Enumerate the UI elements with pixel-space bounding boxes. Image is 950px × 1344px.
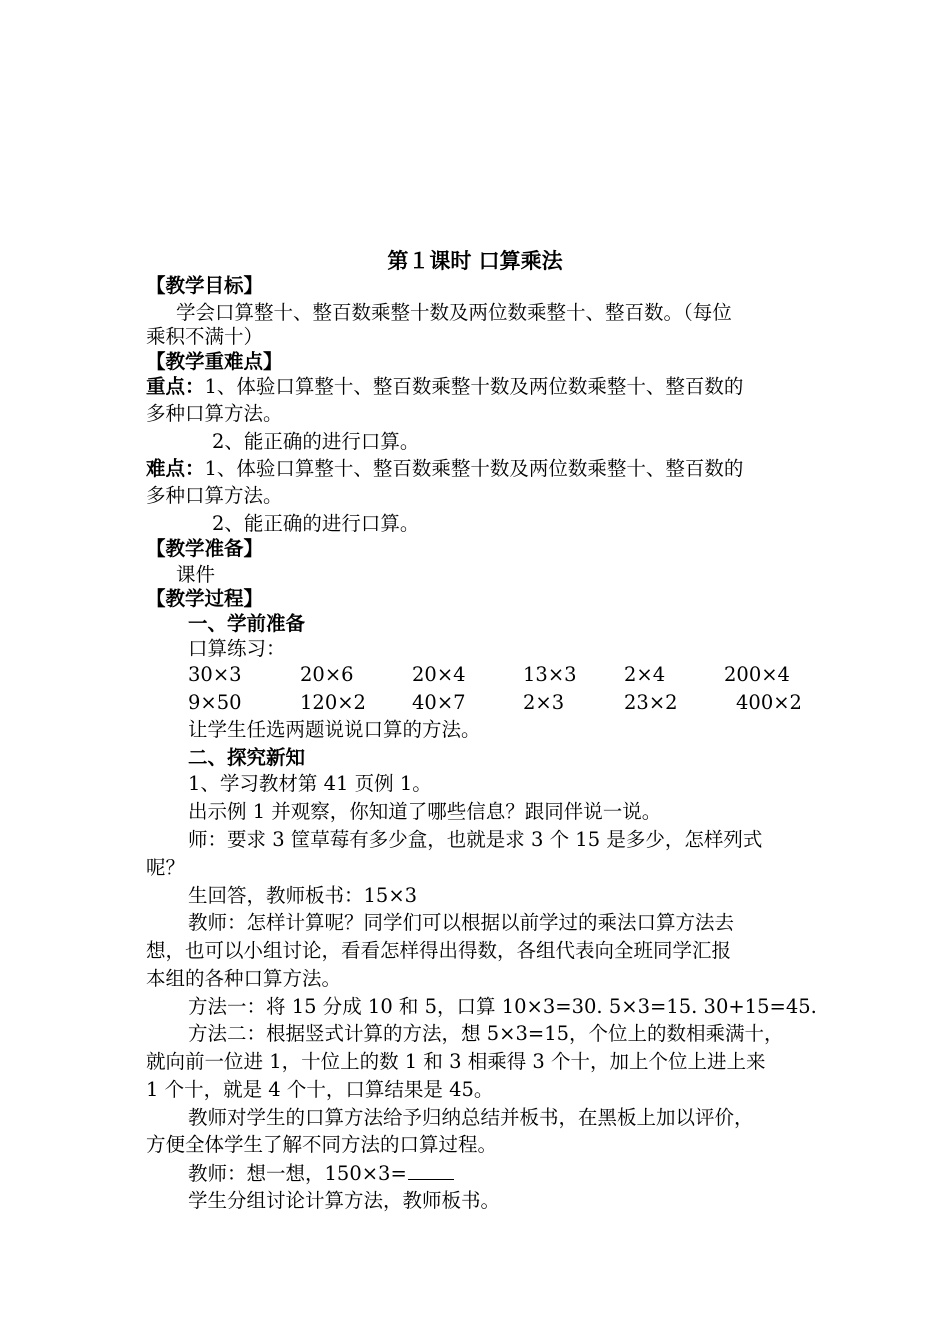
part1-intro: 口算练习： <box>188 637 286 660</box>
para-9-text: 教师：想一想，150×3= <box>188 1162 407 1185</box>
para-5-line1: 教师：怎样计算呢？同学们可以根据以前学过的乘法口算方法去 <box>188 911 735 934</box>
para-8-line1: 教师对学生的口算方法给予归纳总结并板书，在黑板上加以评价， <box>188 1106 754 1129</box>
part1-outro: 让学生任选两题说说口算的方法。 <box>188 718 481 741</box>
exercise-item: 9×50 <box>188 691 242 714</box>
para-7-line2: 就向前一位进 1，十位上的数 1 和 3 相乘得 3 个十，加上个位上进上来 <box>146 1050 766 1073</box>
para-5-line2: 想，也可以小组讨论，看看怎样得出得数，各组代表向全班同学汇报 <box>146 939 732 962</box>
difficulty-text: 1、体验口算整十、整百数乘整十数及两位数乘整十、整百数的 <box>204 457 744 480</box>
difficulty-line3: 2、能正确的进行口算。 <box>212 512 420 535</box>
para-3-line1: 师：要求 3 筐草莓有多少盒，也就是求 3 个 15 是多少，怎样列式 <box>188 828 763 851</box>
exercise-item: 200×4 <box>724 663 790 686</box>
exercise-item: 30×3 <box>188 663 242 686</box>
para-4: 生回答，教师板书：15×3 <box>188 884 418 907</box>
prep-text: 课件 <box>176 563 216 586</box>
key-point-label: 重点： <box>146 375 205 398</box>
key-point-text: 1、体验口算整十、整百数乘整十数及两位数乘整十、整百数的 <box>204 375 744 398</box>
difficulty-line2: 多种口算方法。 <box>146 484 283 507</box>
exercise-item: 23×2 <box>624 691 678 714</box>
key-difficulty-heading: 【教学重难点】 <box>146 350 283 373</box>
para-3-line2: 呢？ <box>146 856 186 879</box>
difficulty-line1 <box>146 455 821 483</box>
para-10: 学生分组讨论计算方法，教师板书。 <box>188 1189 501 1212</box>
para-5-line3: 本组的各种口算方法。 <box>146 967 342 990</box>
difficulty-label: 难点： <box>146 457 205 480</box>
goals-text-line2: 乘积不满十） <box>146 325 264 348</box>
exercise-item: 2×3 <box>523 691 565 714</box>
para-2: 出示例 1 并观察，你知道了哪些信息？跟同伴说一说。 <box>188 800 662 823</box>
key-point-line3: 2、能正确的进行口算。 <box>212 430 420 453</box>
goals-text-line1: 学会口算整十、整百数乘整十数及两位数乘整十、整百数。（每位 <box>176 301 732 324</box>
exercise-item: 20×4 <box>412 663 466 686</box>
exercise-item: 20×6 <box>300 663 354 686</box>
para-7-line1: 方法二：根据竖式计算的方法，想 5×3=15，个位上的数相乘满十， <box>188 1022 784 1045</box>
para-7-line3: 1 个十，就是 4 个十，口算结果是 45。 <box>146 1078 494 1101</box>
exercise-item: 13×3 <box>523 663 577 686</box>
goals-heading: 【教学目标】 <box>146 274 264 297</box>
key-point-line1 <box>146 373 821 401</box>
exercise-item: 2×4 <box>624 663 666 686</box>
exercise-item: 120×2 <box>300 691 366 714</box>
key-point-line2: 多种口算方法。 <box>146 402 283 425</box>
part1-heading: 一、学前准备 <box>188 612 306 635</box>
para-9 <box>188 1159 863 1188</box>
exercise-item: 400×2 <box>736 691 802 714</box>
lesson-title: 第１课时 口算乘法 <box>387 248 563 273</box>
para-8-line2: 方便全体学生了解不同方法的口算过程。 <box>146 1133 498 1156</box>
part2-heading: 二、探究新知 <box>188 746 306 769</box>
para-1: 1、学习教材第 41 页例 1。 <box>188 772 432 795</box>
answer-blank <box>408 1159 454 1180</box>
para-6: 方法一：将 15 分成 10 和 5，口算 10×3=30. 5×3=15. 30+15=45. <box>188 995 817 1018</box>
exercise-item: 40×7 <box>412 691 466 714</box>
process-heading: 【教学过程】 <box>146 587 264 610</box>
prep-heading: 【教学准备】 <box>146 537 264 560</box>
